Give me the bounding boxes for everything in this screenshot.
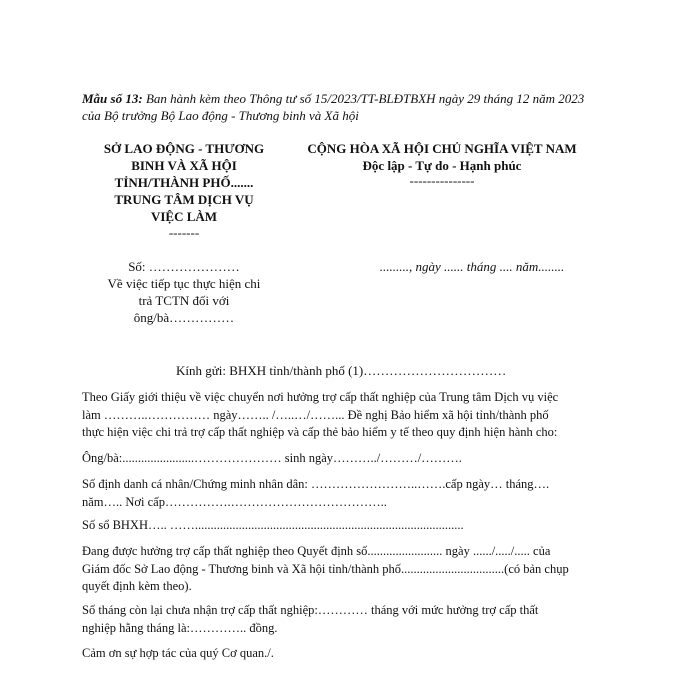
paragraph-7: Cảm ơn sự hợp tác của quý Cơ quan./. — [82, 646, 274, 660]
paragraph-6-line1: Số tháng còn lại chưa nhận trợ cấp thất nghiệp:………… tháng với mức hưởng trợ cấp thất — [82, 603, 539, 617]
subject-line2: trả TCTN đối với — [138, 293, 230, 308]
document-number: Số: ………………… — [128, 259, 240, 274]
paragraph-5-line2: Giám đốc Sở Lao động - Thương binh và Xã hội tỉnh/thành phố.................................(có bản chụp — [82, 561, 569, 576]
paragraph-1-line1: Theo Giấy giới thiệu về việc chuyển nơi hưởng trợ cấp thất nghiệp của Trung tâm Dịch vụ việc — [82, 390, 559, 404]
form-number-label: Mẫu số 13: — [82, 91, 143, 106]
paragraph-5-line3: quyết định kèm theo). — [82, 579, 192, 593]
form-note — [82, 90, 642, 124]
date-line: ........., ngày ...... tháng .... năm........ — [379, 259, 565, 274]
agency-line2: BINH VÀ XÃ HỘI — [131, 158, 237, 173]
paragraph-3-line1: Số định danh cá nhân/Chứng minh nhân dân: ……………………..…….cấp ngày… tháng…. — [82, 477, 550, 491]
agency-line1: SỞ LAO ĐỘNG - THƯƠNG — [103, 141, 265, 156]
agency-separator: ------- — [168, 225, 200, 240]
paragraph-1-line3: thực hiện việc chi trả trợ cấp thất nghiệp và cấp thẻ bảo hiểm y tế theo quy định hiện hành cho: — [82, 425, 558, 439]
form-note-line1: Ban hành kèm theo Thông tư số 15/2023/TT-BLĐTBXH ngày 29 tháng 12 năm 2023 — [145, 91, 585, 106]
paragraph-6-line2: nghiệp hằng tháng là:………….. đồng. — [82, 620, 278, 635]
paragraph-5 — [82, 543, 627, 596]
agency-line3: TỈNH/THÀNH PHỐ....... — [114, 175, 254, 190]
paragraph-3 — [82, 476, 627, 511]
agency-line5: VIỆC LÀM — [150, 209, 218, 224]
paragraph-2: Ông/bà:.......................………………… sinh ngày………../………/………. — [82, 451, 462, 465]
nation-title: CỘNG HÒA XÃ HỘI CHỦ NGHĨA VIỆT NAM — [307, 141, 577, 156]
paragraph-3-line2: năm….. Nơi cấp…………….……………………………….. — [82, 494, 387, 509]
nation-motto: Độc lập - Tự do - Hạnh phúc — [362, 158, 522, 173]
nation-separator: --------------- — [409, 173, 475, 188]
paragraph-6 — [82, 602, 627, 637]
paragraph-5-line1: Đang được hưởng trợ cấp thất nghiệp theo Quyết định số........................ ngày ....../...../..... của — [82, 544, 551, 558]
subject-line3: ông/bà…………… — [133, 310, 235, 325]
subject-line1: Về việc tiếp tục thực hiện chi — [107, 276, 261, 291]
agency-line4: TRUNG TÂM DỊCH VỤ — [114, 192, 254, 207]
paragraph-1 — [82, 389, 627, 442]
form-note-line2: của Bộ trưởng Bộ Lao động - Thương binh và Xã hội — [82, 108, 359, 123]
recipient-line: Kính gửi: BHXH tỉnh/thành phố (1)…………………………… — [176, 363, 507, 378]
paragraph-4: Số sổ BHXH….. ……...................................................................................... — [82, 518, 464, 532]
paragraph-1-line2: làm ………..…………… ngày…….. /…..…/……... Đề nghị Bảo hiểm xã hội tỉnh/thành phố — [82, 407, 549, 422]
